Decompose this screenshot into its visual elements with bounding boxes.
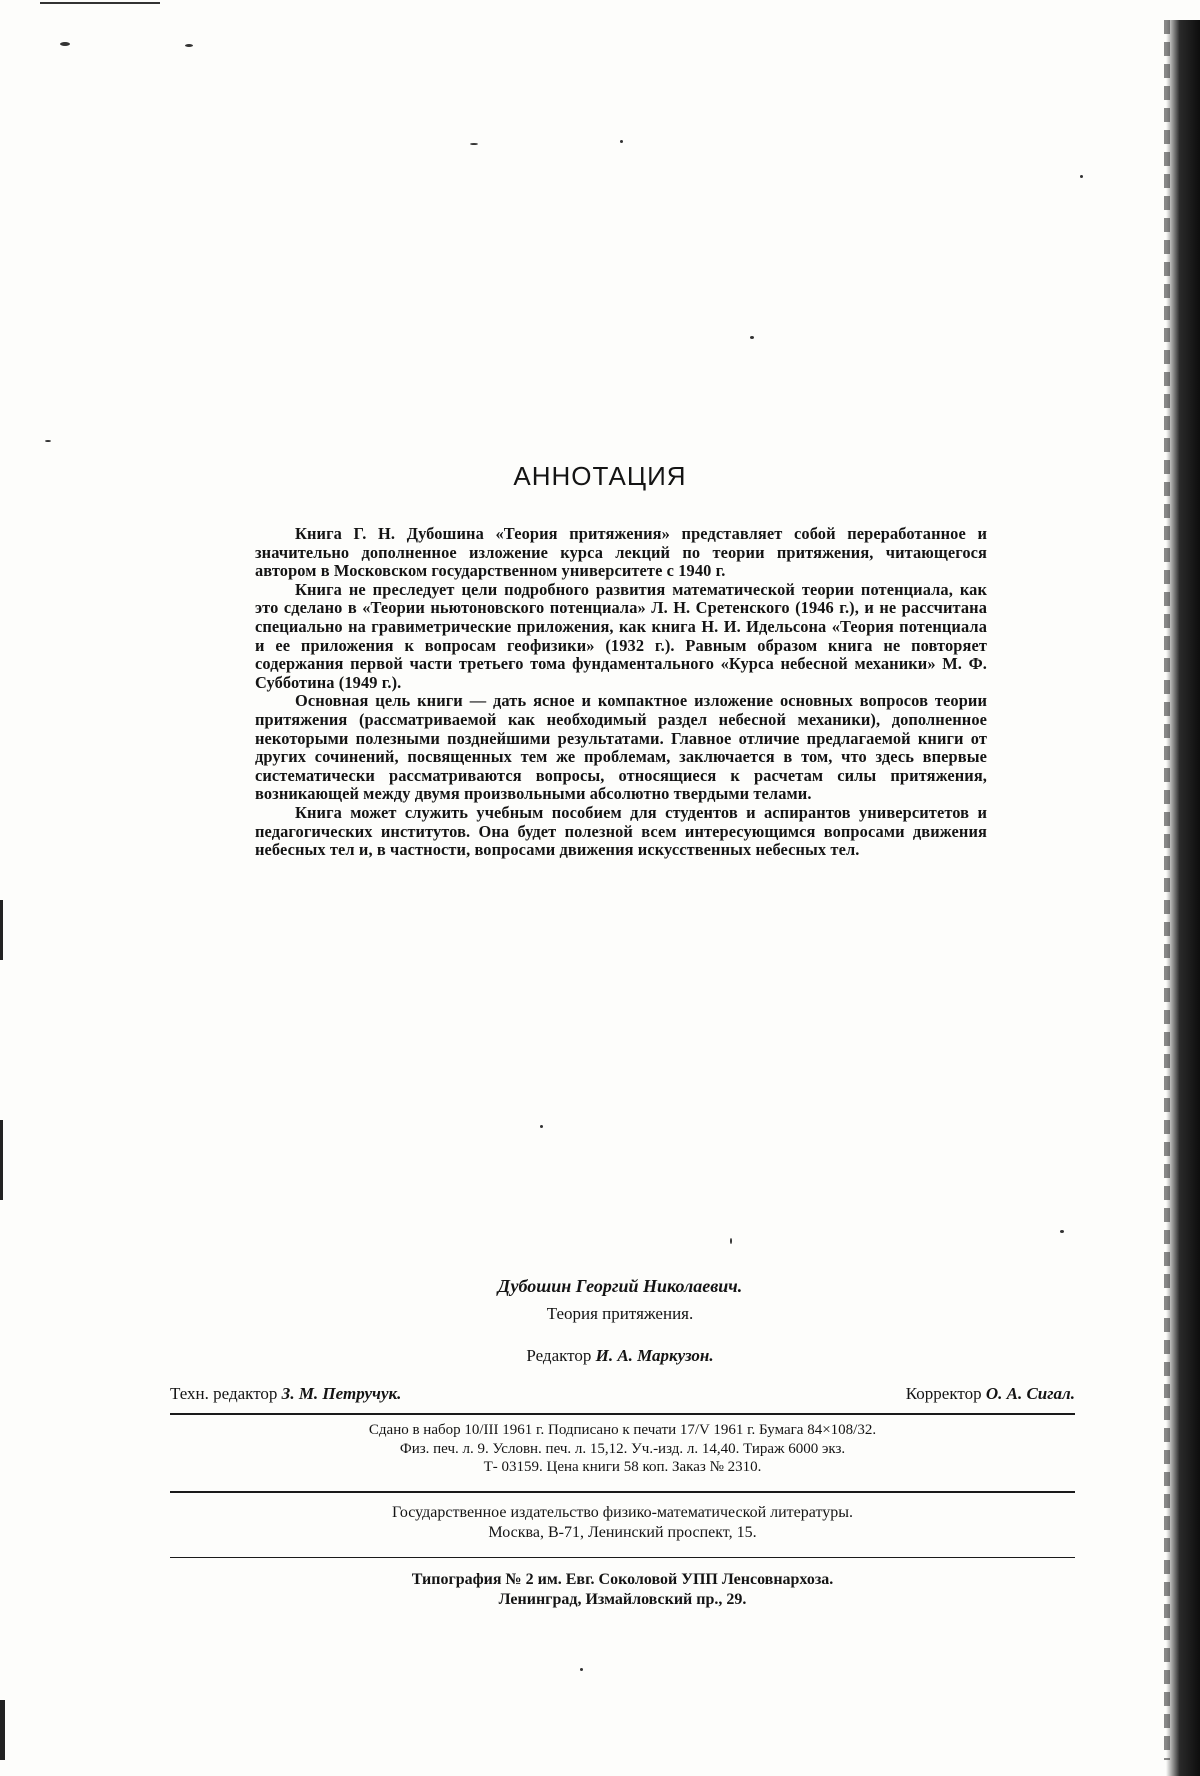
print-spec-line: Т- 03159. Цена книги 58 коп. Заказ № 2310. <box>483 1459 762 1475</box>
annotation-paragraph: Книга Г. Н. Дубошина «Теория притяжения» представляет собой переработанное и значительно дополненное изложение курса лекций по теории притяжения, читающегося автором в Московском государственном университете с 1940 г. <box>255 524 987 581</box>
divider <box>170 1557 1075 1558</box>
publisher-info <box>170 1503 1075 1543</box>
annotation-body <box>255 525 987 860</box>
scan-speck <box>185 44 193 47</box>
book-spine-edge <box>1164 20 1170 1760</box>
scan-mark <box>40 2 160 4</box>
publisher-line: Государственное издательство физико-математической литературы. <box>392 1503 853 1521</box>
corrector-credit <box>906 1383 1075 1405</box>
scan-edge-mark <box>0 1700 5 1760</box>
divider <box>170 1413 1075 1415</box>
printer-line: Типография № 2 им. Евг. Соколовой УПП Ленсовнархоза. <box>411 1570 834 1588</box>
print-specs <box>170 1421 1075 1477</box>
printer-line: Ленинград, Измайловский пр., 29. <box>498 1590 747 1608</box>
corrector-name: О. А. Сигал. <box>985 1384 1075 1403</box>
author-name: Дубошин Георгий Николаевич. <box>497 1276 743 1296</box>
corrector-label: Корректор <box>905 1384 982 1403</box>
scan-speck <box>1080 175 1083 178</box>
editor-label: Редактор <box>526 1346 592 1365</box>
scan-speck <box>1060 1230 1064 1233</box>
annotation-paragraph: Книга не преследует цели подробного развития математической теории потенциала, как это сделано в «Теории ньютоновского потенциала» Л. Н. Сретенского (1946 г.), и не рассчитана специально на гравиметрические приложения, как книга Н. И. Идельсона «Теория потенциала и ее приложения к вопросам геофизики» (1932 г.). Равным образом книга не повторяет содержания первой части третьего тома фундаментального «Курса небесной механики» М. Ф. Субботина (1949 г.). <box>255 579 987 692</box>
annotation-paragraph: Книга может служить учебным пособием для студентов и аспирантов университетов и педагогических институтов. Она будет полезной всем интересующимся вопросами движения небесных тел и, в частности, вопросами движения искусственных небесных тел. <box>255 802 987 860</box>
editor-name: И. А. Маркузон. <box>595 1346 714 1365</box>
print-spec-line: Физ. печ. л. 9. Условн. печ. л. 15,12. Уч.-изд. л. 14,40. Тираж 6000 экз. <box>399 1440 846 1457</box>
scan-speck <box>540 1125 543 1128</box>
printer-info <box>170 1570 1075 1610</box>
book-title: Теория притяжения. <box>546 1304 694 1323</box>
scan-speck <box>60 42 70 46</box>
annotation-paragraph: Основная цель книги — дать ясное и компактное изложение основных вопросов теории притяжения (рассматриваемой как необходимый раздел небесной механики), дополненное некоторыми полезными позднейшими результатами. Главное отличие предлагаемой книги от других сочинений, посвященных тем же проблемам, заключается в том, что здесь впервые систематически рассматриваются вопросы, относящиеся к расчетам силы притяжения, возникающей между двумя произвольными абсолютно твердыми телами. <box>255 691 987 804</box>
imprint-block <box>170 1275 1075 1610</box>
scan-speck <box>620 140 623 143</box>
publisher-line: Москва, В-71, Ленинский проспект, 15. <box>488 1523 757 1541</box>
staff-credits <box>170 1383 1075 1405</box>
tech-editor-label: Техн. редактор <box>170 1384 278 1403</box>
scan-edge-mark <box>0 1120 3 1200</box>
editor-credit <box>420 1345 820 1367</box>
scan-speck <box>45 440 51 442</box>
tech-editor-credit <box>170 1383 401 1405</box>
print-spec-line: Сдано в набор 10/III 1961 г. Подписано к печати 17/V 1961 г. Бумага 84×108/32. <box>368 1422 877 1438</box>
annotation-heading: АННОТАЦИЯ <box>513 461 687 491</box>
scan-edge-mark <box>0 900 3 960</box>
divider <box>170 1491 1075 1493</box>
scan-speck <box>470 143 478 145</box>
scan-speck <box>750 336 754 339</box>
scan-speck <box>730 1238 732 1244</box>
book-spine-shadow <box>1166 20 1200 1776</box>
scan-speck <box>580 1668 583 1671</box>
tech-editor-name: З. М. Петручук. <box>281 1384 402 1403</box>
